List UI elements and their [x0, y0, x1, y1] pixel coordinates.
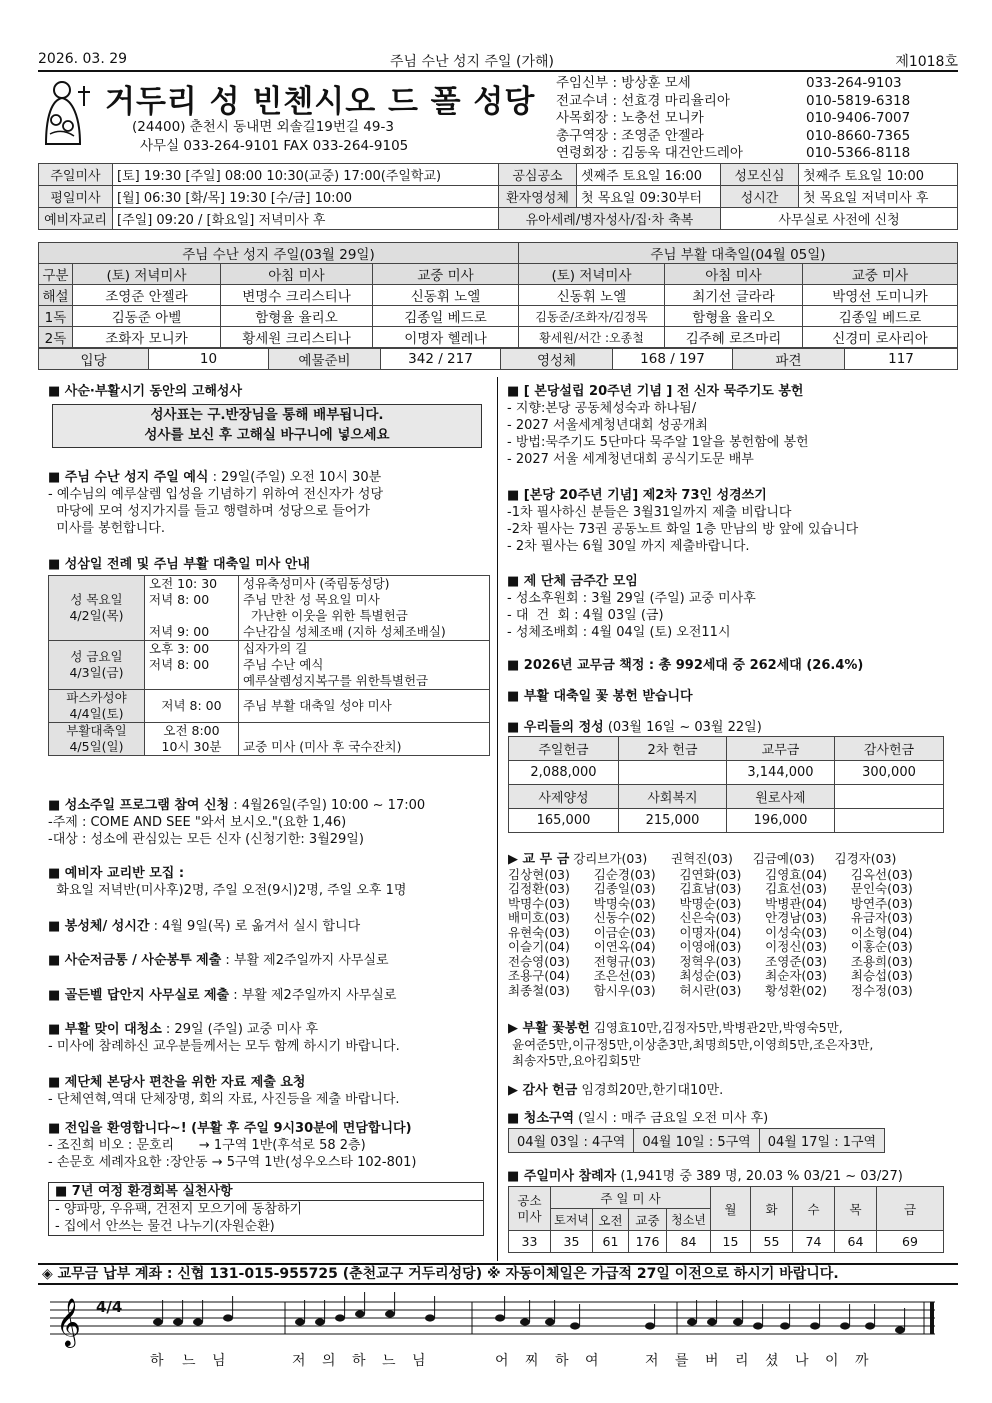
parish-logo-icon: [38, 76, 98, 146]
offering-header: 사회복지: [619, 785, 727, 809]
staff-role: 총구역장 : 조영준 안젤라: [556, 127, 704, 144]
att-header: 오전: [593, 1209, 629, 1231]
vocation-section: [48, 797, 425, 848]
welcome-section: [48, 1120, 417, 1171]
lent-box-section: [48, 952, 389, 969]
dues-account-notice: ◈ 교무금 납부 계좌 : 신협 131-015-955725 (춘천교구 거두리성당) ※ 자동이체일은 가급적 27일 이전으로 하시기 바랍니다.: [38, 1263, 958, 1285]
roster-col: 교중 미사: [803, 264, 958, 285]
att-header: 금: [877, 1187, 944, 1231]
notice-line: 성사표는 구.반장님을 통해 배부됩니다.: [150, 407, 384, 423]
stat-label: 파견: [733, 349, 845, 370]
schedule-day: 성 목요일 4/2일(목): [49, 576, 145, 641]
times-value: 첫째주 토요일 10:00: [799, 164, 958, 186]
roster-cell: 조영준 안젤라: [73, 285, 221, 306]
times-value: 첫 목요일 저녁미사 후: [799, 186, 958, 208]
lyric-syllable: 의: [322, 1353, 336, 1369]
att-header: 교중: [629, 1209, 667, 1231]
roster-row: [39, 285, 958, 306]
schedule-time: [145, 608, 239, 624]
section-text: 미사를 봉헌합니다.: [48, 521, 165, 536]
section-title: ■ 사순저금통 / 사순봉투 제출: [48, 953, 222, 968]
stat-label: 예물준비: [269, 349, 381, 370]
section-text: (1,941명 중 389 명, 20.03 % 03/21 ~ 03/27): [616, 1169, 903, 1184]
roster-cell: 해설: [39, 285, 73, 306]
section-text: -1차 필사하신 분들은 3월31일까지 제출 비랍니다: [507, 505, 792, 520]
offering-header: 사제양성: [509, 785, 619, 809]
roster-cell: 박영선 도미니카: [803, 285, 958, 306]
time-signature: 4/4: [96, 1298, 123, 1316]
att-value: 176: [629, 1231, 667, 1253]
roster-col: 아침 미사: [665, 264, 803, 285]
note-head: [570, 1322, 580, 1329]
flower-names: 윤여준5만,이규정5만,이상춘3만,최명희5만,이영희5만,조은자3만,: [512, 1037, 874, 1052]
section-title: ■ 청소구역: [507, 1111, 575, 1126]
note-head: [173, 1318, 183, 1325]
note-head: [295, 1318, 305, 1325]
note-head: [895, 1326, 905, 1333]
schedule-time: 오후 3: 00: [145, 641, 239, 658]
att-header: 토저녁: [551, 1209, 593, 1231]
section-text: : 29일(주일) 오전 10시 30분: [208, 470, 382, 485]
lyric-syllable: 이: [825, 1353, 839, 1369]
times-label: 성시간: [721, 186, 799, 208]
att-header: 수: [793, 1187, 835, 1231]
roster-cell: 김동준 아벨: [73, 306, 221, 327]
cleaning-zone: 04월 03일 : 4구역: [509, 1129, 634, 1153]
cleaning-zone: 04월 17일 : 1구역: [759, 1129, 884, 1153]
times-label: 평일미사: [39, 186, 113, 208]
staff-row: [556, 110, 956, 128]
mass-times-table: [38, 163, 958, 230]
note-head: [495, 1314, 505, 1321]
staff-role: 주임신부 : 방상훈 모세: [556, 75, 691, 91]
lyric-syllable: 여: [585, 1353, 599, 1369]
section-title: ■ [본당 20주년 기념] 제2차 73인 성경쓰기: [507, 488, 767, 503]
schedule-time: 저녁 8: 00: [145, 657, 239, 673]
section-text: (일시 : 매주 금요일 오전 미사 후): [574, 1111, 769, 1126]
section-title: ■ [ 본당설립 20주년 기념 ] 전 신자 묵주기도 봉헌: [507, 384, 804, 399]
note-head: [153, 1318, 163, 1325]
schedule-item: 성유축성미사 (죽림동성당): [239, 576, 490, 593]
section-text: -대상 : 성소에 관심있는 모든 신자 (신청기한: 3월29일): [48, 832, 364, 847]
stat-value: 117: [845, 349, 958, 370]
schedule-item: [239, 723, 490, 740]
dues-names: 강리브가(03) 권혁진(03) 김금예(03) 김경자(03): [573, 851, 897, 866]
times-value: [월] 06:30 [화/목] 19:30 [수/금] 10:00: [113, 186, 499, 208]
section-text: : 29일 (주일) 교중 미사 후: [161, 1022, 319, 1037]
roster-cell: 김종일 베드로: [373, 306, 519, 327]
staff-phone: 010-5366-8118: [806, 145, 911, 161]
note-head: [335, 1314, 345, 1321]
note-head: [193, 1318, 203, 1325]
att-header: 목: [835, 1187, 877, 1231]
schedule-item: 가난한 이웃을 위한 특별헌금: [239, 608, 490, 624]
note-head: [520, 1318, 530, 1325]
note-head: [687, 1318, 697, 1325]
roster-col: (토) 저녁미사: [73, 264, 221, 285]
staff-phone: 033-264-9103: [806, 75, 902, 91]
liturgical-title: 주님 수난 성지 주일 (가해): [390, 54, 554, 70]
dues-names: 유현숙(03) 이금순(03) 이명자(04) 이성숙(03) 이소형(04): [508, 924, 913, 940]
meetings-section: [507, 573, 756, 641]
roster-cell: 함형율 율리오: [221, 306, 373, 327]
notice-line: 성사를 보신 후 고해실 바구니에 넣으세요: [144, 427, 390, 443]
schedule-day: 파스카성야 4/4일(토): [49, 690, 145, 723]
note-head: [865, 1322, 875, 1329]
offering-value: 165,000: [509, 809, 619, 833]
section-text: - 손문호 세례자요한 :장안동 → 5구역 1반(성우오스타 102-801): [48, 1155, 417, 1170]
lyric-syllable: 님: [412, 1353, 426, 1369]
staff-phone: 010-9406-7007: [806, 110, 911, 126]
section-text: - 지향:본당 공동체성숙과 하나됨/: [507, 401, 697, 416]
section-title: ■ 우리들의 정성: [507, 720, 604, 735]
staff-role: 사목회장 : 노충선 모니카: [556, 110, 704, 126]
lyric-syllable: 나: [795, 1353, 809, 1369]
note-head: [753, 1322, 763, 1329]
schedule-day: 성 금요일 4/3일(금): [49, 641, 145, 690]
note-head: [315, 1318, 325, 1325]
staff-role: 전교수녀 : 선효경 마리율리아: [556, 92, 730, 109]
section-text: : 4월26일(주일) 10:00 ~ 17:00: [229, 798, 426, 813]
dues-names: 배미호(03) 신동수(02) 신은숙(03) 안경남(03) 유금자(03): [508, 910, 913, 925]
att-value: 33: [509, 1231, 551, 1253]
cleaning-section: [48, 1021, 400, 1055]
note-head: [810, 1322, 820, 1329]
staff-row: [556, 128, 956, 146]
section-text: - 단체연혁,역대 단체장명, 회의 자료, 사진등을 제출 바랍니다.: [48, 1092, 400, 1107]
roster-cell: 김종일 베드로: [803, 306, 958, 327]
roster-cell: 조화자 모니카: [73, 327, 221, 348]
roster-cell: 신동휘 노엘: [373, 285, 519, 306]
section-title: ■ 성삼일 전례 및 주님 부활 대축일 미사 안내: [48, 557, 310, 572]
times-label: 주일미사: [39, 164, 113, 186]
schedule-time: 오전 10: 30: [145, 576, 239, 593]
issue-number: 제1018호: [895, 54, 958, 70]
lyric-syllable: 어: [495, 1353, 509, 1369]
section-title: ■ 주님 수난 성지 주일 예식: [48, 470, 209, 485]
section-text: : 부활 제2주일까지 사무실로: [221, 953, 389, 968]
note-head: [223, 1314, 233, 1321]
section-text: - 성체조배회 : 4월 04일 (토) 오전11시: [507, 625, 731, 640]
cleaning-zone: 04월 10일 : 5구역: [634, 1129, 759, 1153]
offering-value: 3,144,000: [727, 761, 835, 785]
section-title: ■ 제단체 본당사 편찬을 위한 자료 제출 요청: [48, 1075, 306, 1090]
cleaning-zone-table: [508, 1128, 885, 1153]
schedule-item: 예루살렘성지복구를 위한특별헌금: [239, 673, 490, 690]
times-label: 성모신심: [721, 164, 799, 186]
att-value: 15: [711, 1231, 751, 1253]
schedule-item: 십자가의 길: [239, 641, 490, 658]
roster-col: (토) 저녁미사: [519, 264, 665, 285]
staff-row: [556, 93, 956, 111]
att-value: 74: [793, 1231, 835, 1253]
note-head: [355, 1310, 365, 1317]
section-title: ■ 사순·부활시기 동안의 고해성사: [48, 384, 243, 399]
staff-phone: 010-5819-6318: [806, 92, 911, 109]
parish-address-block: [132, 118, 408, 156]
roster-cell: 황세원 크리스티나: [221, 327, 373, 348]
treble-clef-icon: 𝄞: [56, 1297, 81, 1346]
lyric-syllable: 리: [735, 1353, 749, 1369]
attendance-title: [507, 1168, 903, 1185]
attendance-table: [508, 1186, 944, 1253]
staff-row: [556, 75, 956, 93]
flower-offering: [508, 1020, 873, 1069]
offering-header: 주일헌금: [509, 737, 619, 761]
roster-row: [39, 306, 958, 327]
times-value: [주일] 09:20 / [화요일] 저녁미사 후: [113, 208, 499, 230]
catechumen-section: [48, 865, 406, 899]
communion-section: [48, 918, 360, 935]
section-title: ■ 골든벨 답안지 사무실로 제출: [48, 988, 230, 1003]
staff-phone: 010-8660-7365: [806, 127, 911, 144]
note-head: [707, 1318, 717, 1325]
offering-header: 교무금: [727, 737, 835, 761]
roster-cell: 김동준/조화자/김정목: [519, 306, 665, 327]
section-text: : 4월 9일(목) 로 옮겨서 실시 합니다: [149, 919, 361, 934]
roster-col: 교중 미사: [373, 264, 519, 285]
dues-names: 박명수(03) 박명숙(03) 박명순(03) 박병관(04) 방연주(03): [508, 895, 913, 911]
flower-names: 김영효10만,김정자5만,박병관2만,박영숙5만,: [589, 1020, 843, 1035]
section-title: ■ 봉성체/ 성시간: [48, 919, 150, 934]
section-title: ■ 제 단체 금주간 모임: [507, 574, 638, 589]
roster-cell: 변명수 크리스티나: [221, 285, 373, 306]
note-head: [840, 1322, 850, 1329]
att-value: 55: [751, 1231, 793, 1253]
section-text: - 집에서 안쓰는 물건 나누기(자원순환): [55, 1219, 275, 1234]
dues-list: [508, 852, 913, 998]
flower-names: 최송자5만,요아킴회5만: [512, 1053, 641, 1068]
roster-cell: 신경미 로사리아: [803, 327, 958, 348]
section-title: ■ 전입을 환영합니다~! (부활 후 주일 9시30분에 면담합니다): [48, 1121, 412, 1136]
lyric-syllable: 하: [150, 1353, 164, 1369]
att-value: 84: [667, 1231, 711, 1253]
section-text: - 방법:묵주기도 5단마다 묵주알 1알을 봉헌함에 봉헌: [507, 435, 809, 450]
parish-name: 거두리 성 빈첸시오 드 폴 성당: [105, 84, 536, 120]
offering-value: 2,088,000: [509, 761, 619, 785]
times-value: 셋째주 토요일 16:00: [577, 164, 721, 186]
times-value: 사무실로 사전에 신청: [721, 208, 958, 230]
roster-cell: 최기선 글라라: [665, 285, 803, 306]
schedule-time: 10시 30분: [145, 739, 239, 756]
offering-value: 196,000: [727, 809, 835, 833]
header-bar: [38, 50, 958, 72]
staff-directory: [556, 75, 956, 163]
roster-week-title: 주님 부활 대축일(04월 05일): [519, 243, 958, 264]
section-text: -주제 : COME AND SEE "와서 보시오."(요한 1,46): [48, 815, 347, 830]
times-label: 환자영성체: [499, 186, 577, 208]
lyric-syllable: 님: [212, 1353, 226, 1369]
schedule-item: 주님 만찬 성 목요일 미사: [239, 592, 490, 608]
stat-value: 168 / 197: [613, 349, 733, 370]
att-header: 화: [751, 1187, 793, 1231]
note-head: [425, 1314, 435, 1321]
roster-cell: 황세원/서간 :오종철: [519, 327, 665, 348]
stat-label: 입당: [39, 349, 149, 370]
section-text: - 미사에 참례하신 교우분들께서는 모두 함께 하시기 바랍니다.: [48, 1039, 400, 1054]
roster-row: [39, 327, 958, 348]
dues-names: 최종철(03) 함시우(03) 허시란(03) 황성환(02) 정수정(03): [508, 982, 913, 998]
roster-col: 아침 미사: [221, 264, 373, 285]
section-text: 화요일 저녁반(미사후)2명, 주일 오전(9시)2명, 주일 오후 1명: [48, 883, 407, 898]
bible-copy-section: [507, 487, 858, 555]
times-value: [토] 19:30 [주일] 08:00 10:30(교중) 17:00(주일학교): [113, 164, 499, 186]
section-title: ■ 부활 대축일 꽃 봉헌 받습니다: [507, 689, 693, 704]
att-value: 35: [551, 1231, 593, 1253]
section-text: - 2027 서울세계청년대회 성공개최: [507, 418, 708, 433]
lyric-syllable: 저: [292, 1353, 306, 1369]
history-section: [48, 1074, 400, 1108]
section-title: ■ 2026년 교무금 책정 : 총 992세대 중 262세대 (26.4%): [507, 658, 864, 673]
notes: [153, 1292, 905, 1334]
schedule-time: [145, 673, 239, 690]
section-text: - 대 건 회 : 4월 03일 (금): [507, 608, 664, 623]
dues-names: 조용구(04) 조은선(03) 최성순(03) 최순자(03) 최승섭(03): [508, 968, 913, 983]
roster-cell: 김주혜 로즈마리: [665, 327, 803, 348]
parish-address: (24400) 춘천시 동내면 외솔길19번길 49-3: [132, 119, 394, 135]
section-text: (03월 16일 ~ 03월 22일): [603, 720, 762, 735]
times-label: 유아세례/병자성사/집·차 축복: [499, 208, 721, 230]
offering-section-title: [507, 719, 762, 736]
roster-cell: 2독: [39, 327, 73, 348]
roster-week-title: 주님 수난 성지 주일(03월 29일): [39, 243, 519, 264]
issue-date: 2026. 03. 29: [38, 51, 128, 67]
times-label: 공심공소: [499, 164, 577, 186]
lyric-syllable: 를: [675, 1353, 689, 1369]
schedule-day: 부활대축일 4/5일(일): [49, 723, 145, 756]
reader-roster-table: [38, 242, 958, 348]
golden-bell-section: [48, 987, 396, 1004]
section-title: ■ 부활 맞이 대청소: [48, 1022, 162, 1037]
offering-header: 원로사제: [727, 785, 835, 809]
offering-header: 감사헌금: [835, 737, 944, 761]
note-head: [780, 1322, 790, 1329]
section-title: ■ 예비자 교리반 모집 :: [48, 866, 185, 881]
schedule-item: 주님 수난 예식: [239, 657, 490, 673]
section-text: - 성소후원회 : 3월 29일 (주일) 교중 미사후: [507, 591, 756, 606]
parish-office: 사무실 033-264-9101 FAX 033-264-9105: [140, 138, 409, 154]
eco-practice-box: [48, 1182, 484, 1236]
roster-cell: 함형율 율리오: [665, 306, 803, 327]
holy-week-schedule: [48, 575, 490, 756]
stat-value: 10: [149, 349, 269, 370]
section-text: -2차 필사는 73권 공동노트 화일 1층 만남의 방 앞에 있습니다: [507, 522, 859, 537]
offering-value: 300,000: [835, 761, 944, 785]
roster-cell: 이명자 헬레나: [373, 327, 519, 348]
section-text: - 양파망, 우유팩, 건전지 모으기에 동참하기: [55, 1202, 303, 1217]
section-title: ■ 7년 여정 환경회복 실천사항: [55, 1184, 233, 1199]
note-head: [645, 1322, 655, 1329]
lyric-syllable: 찌: [525, 1353, 539, 1369]
dues-names: 이슬기(04) 이연옥(04) 이영애(03) 이정신(03) 이홍순(03): [508, 939, 913, 954]
section-title: ▶ 교 무 금: [508, 852, 570, 867]
lyric-syllable: 저: [645, 1353, 659, 1369]
lyric-syllable: 버: [705, 1353, 719, 1369]
offering-table: [508, 736, 944, 833]
staff-role: 연령회장 : 김동욱 대건안드레아: [556, 145, 743, 161]
schedule-item: 교중 미사 (미사 후 국수잔치): [239, 739, 490, 756]
times-value: 첫 목요일 09:30부터: [577, 186, 721, 208]
att-value: 69: [877, 1231, 944, 1253]
section-text: - 조진희 비오 : 문호리 → 1구역 1반(후석로 58 2층): [48, 1138, 366, 1153]
offering-value: [835, 809, 944, 833]
section-text: 마당에 모여 성지가지를 들고 행렬하며 성당으로 들어가: [48, 504, 370, 519]
times-label: 예비자교리: [39, 208, 113, 230]
thanks-names: 임경희20만,한기대10만.: [577, 1083, 724, 1098]
schedule-item: 주님 부활 대축일 성야 미사: [239, 690, 490, 723]
column-divider: [497, 377, 498, 1261]
section-text: : 부활 제2주일까지 사무실로: [229, 988, 397, 1003]
roster-cell: 신동휘 노엘: [519, 285, 665, 306]
staff-row: [556, 145, 956, 163]
dues-names: 전승영(03) 전형규(03) 정혁우(03) 조영준(03) 조용희(03): [508, 953, 913, 969]
att-header: 월: [711, 1187, 751, 1231]
schedule-time: 저녁 9: 00: [145, 624, 239, 641]
note-head: [545, 1318, 555, 1325]
offertory-stats-table: [38, 348, 958, 370]
dues-names: 김정환(03) 김종일(03) 김효남(03) 김효선(03) 문인숙(03): [508, 881, 913, 896]
lyric-syllable: 느: [382, 1353, 396, 1369]
lyric-syllable: 하: [352, 1353, 366, 1369]
note-head: [385, 1310, 395, 1317]
att-header: 공소 미사: [509, 1187, 551, 1231]
roster-col: 구분: [39, 264, 73, 285]
offering-value: 215,000: [619, 809, 727, 833]
music-staff: [50, 1292, 940, 1348]
section-text: - 2027 서울 세계청년대회 공식기도문 배부: [507, 452, 754, 467]
dues-names: 김상현(03) 김순경(03) 김연화(03) 김영효(04) 김옥선(03): [508, 866, 913, 882]
section-text: - 예수님의 예루살렘 입성을 기념하기 위하여 전신자가 성당: [48, 487, 384, 502]
confession-notice-box: [52, 404, 482, 448]
att-header: 청소년: [667, 1209, 711, 1231]
stat-value: 342 / 217: [381, 349, 501, 370]
lyric-syllable: 느: [182, 1353, 196, 1369]
section-title: ■ 주일미사 참례자: [507, 1169, 617, 1184]
stat-label: 영성체: [501, 349, 613, 370]
roster-cell: 1독: [39, 306, 73, 327]
schedule-time: 오전 8:00: [145, 723, 239, 740]
section-text: - 2차 필사는 6월 30일 까지 제출바랍니다.: [507, 539, 750, 554]
note-head: [733, 1318, 743, 1325]
schedule-time: 저녁 8: 00: [145, 690, 239, 723]
offering-header: 2차 헌금: [619, 737, 727, 761]
offering-header: [835, 785, 944, 809]
section-title: ▶ 감사 헌금: [508, 1083, 578, 1098]
section-title: ■ 성소주일 프로그램 참여 신청: [48, 798, 230, 813]
schedule-time: 저녁 8: 00: [145, 592, 239, 608]
schedule-item: 수난감실 성체조배 (지하 성체조배실): [239, 624, 490, 641]
lyric-syllable: 까: [855, 1353, 869, 1369]
att-header: 주 일 미 사: [551, 1187, 711, 1209]
offering-value: [619, 761, 727, 785]
lyric-syllable: 셨: [765, 1353, 779, 1369]
att-value: 61: [593, 1231, 629, 1253]
rosary-section: [507, 383, 809, 468]
thanks-offering: [508, 1082, 723, 1099]
cleaning-zone-title: [507, 1110, 768, 1127]
att-value: 64: [835, 1231, 877, 1253]
lyric-syllable: 하: [555, 1353, 569, 1369]
section-title: ▶ 부활 꽃봉헌: [508, 1021, 590, 1036]
palm-sunday-section: [48, 469, 383, 537]
